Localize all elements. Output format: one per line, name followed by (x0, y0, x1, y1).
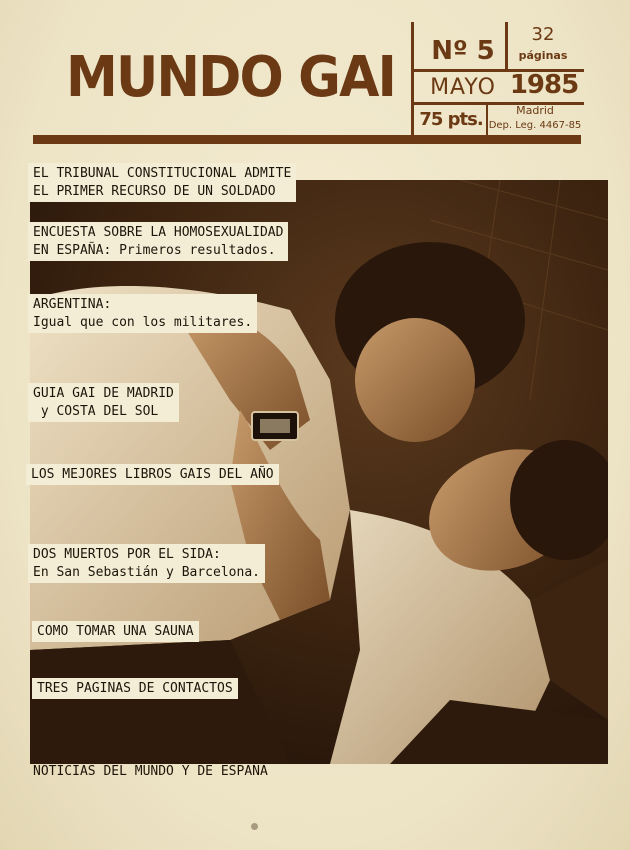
headline-line: ARGENTINA: (33, 297, 112, 312)
headline-line: EL PRIMER RECURSO DE UN SOLDADO (33, 184, 276, 199)
headline-line: Igual que con los militares. (33, 315, 253, 330)
headline-line: GUIA GAI DE MADRID (33, 386, 174, 401)
headline-argentina (28, 294, 257, 333)
headline-line: LOS MEJORES LIBROS GAIS DEL AÑO (31, 467, 274, 482)
headline-constitutional-court (28, 163, 296, 202)
headline-line: ENCUESTA SOBRE LA HOMOSEXUALIDAD (33, 225, 284, 240)
headline-line: y COSTA DEL SOL (33, 404, 159, 419)
legal-deposit: Dep. Leg. 4467-85 (488, 120, 582, 131)
headline-line: COMO TOMAR UNA SAUNA (37, 624, 194, 639)
staple-mark (251, 823, 258, 830)
headline-world-news (28, 761, 273, 782)
page-count: 32 (531, 24, 555, 45)
headline-line: En San Sebastián y Barcelona. (33, 565, 260, 580)
issue-year: 1985 (509, 70, 579, 100)
headline-contacts (32, 678, 238, 699)
headline-line: EN ESPAÑA: Primeros resultados. (33, 243, 276, 258)
publication-city: Madrid (516, 104, 554, 117)
magazine-title: MUNDO GAI (66, 45, 396, 110)
headline-best-books (26, 464, 279, 485)
headline-line: TRES PAGINAS DE CONTACTOS (37, 681, 233, 696)
masthead-rule (33, 135, 581, 144)
cover-price: 75 pts. (419, 109, 483, 130)
page-count-label: páginas (518, 49, 568, 62)
headline-sauna (32, 621, 199, 642)
issue-month: MAYO (430, 75, 496, 100)
headline-line: EL TRIBUNAL CONSTITUCIONAL ADMITE (33, 166, 292, 181)
headline-gay-guide (28, 383, 179, 422)
issue-number: Nº 5 (431, 36, 495, 66)
headline-line: NOTICIAS DEL MUNDO Y DE ESPAÑA (33, 764, 268, 779)
headline-aids-deaths (28, 544, 265, 583)
headline-survey (28, 222, 288, 261)
headline-line: DOS MUERTOS POR EL SIDA: (33, 547, 221, 562)
